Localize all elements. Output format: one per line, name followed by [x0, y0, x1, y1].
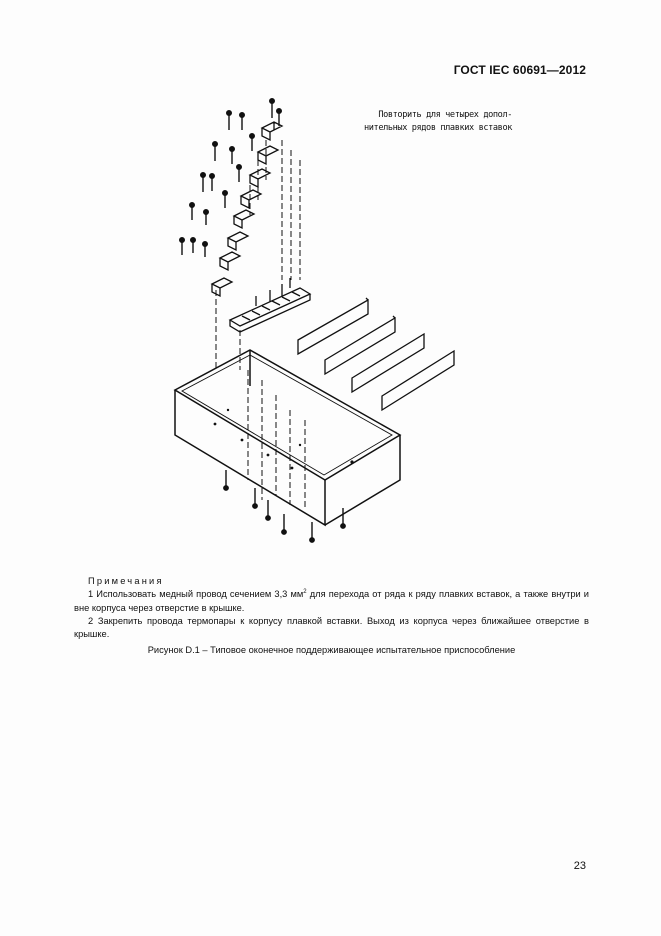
page-number: 23: [573, 860, 586, 872]
terminal-strip: [230, 278, 310, 332]
figure-caption: Рисунок D.1 – Типовое оконечное поддерживающее испытательное приспособление: [147, 645, 516, 655]
callout-line-2: нительных рядов плавких вставок: [364, 123, 512, 133]
callout-line-1: Повторить для четырех допол-: [378, 110, 512, 120]
notes-heading: Примечания: [88, 576, 164, 586]
document-code: ГОСТ IEC 60691—2012: [453, 63, 586, 77]
screws-upper: [182, 102, 279, 257]
box-holes: [214, 409, 354, 470]
note-2: 2 Закрепить провода термопары к корпусу плавкой вставки. Выход из корпуса через ближайшее отверстие в крышке.: [74, 615, 589, 640]
notes-block: [74, 575, 589, 641]
exploded-fixture-drawing: [160, 95, 480, 555]
fuse-carriers: [298, 298, 454, 410]
note-1: 1 Использовать медный провод сечением 3,3 $мм^2$ для перехода от ряда к ряду плавких вставок, а также внутри и вне корпуса через отверстие в крышке.: [74, 589, 590, 613]
box-enclosure: [175, 350, 400, 525]
fuse-clip-assemblies: [212, 122, 282, 296]
